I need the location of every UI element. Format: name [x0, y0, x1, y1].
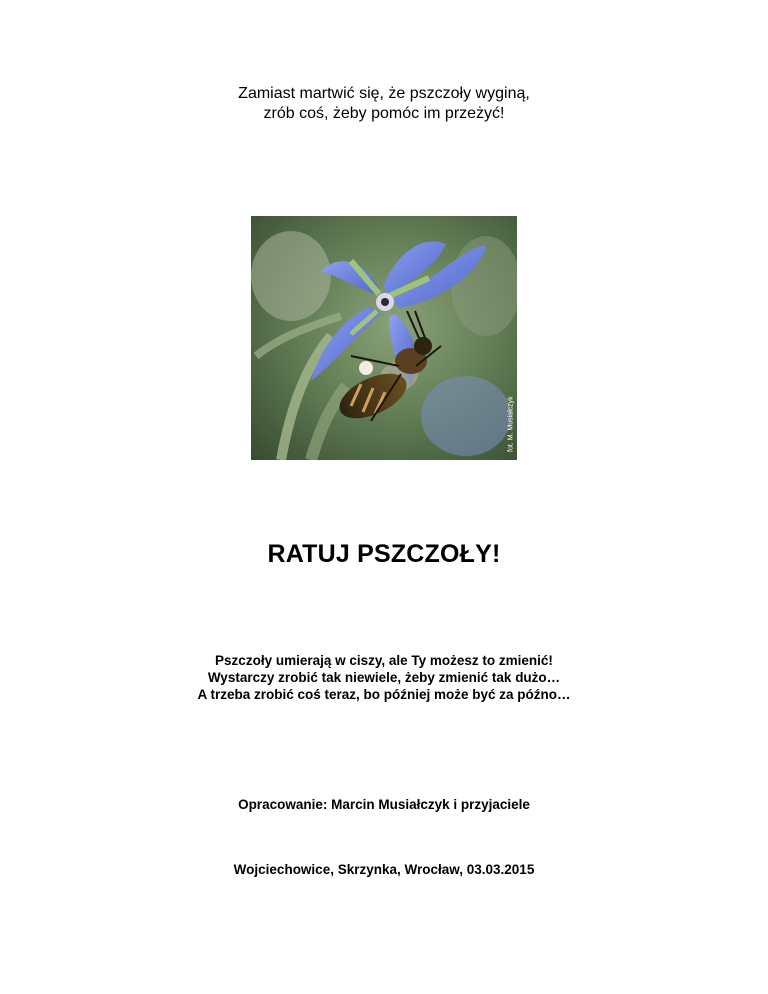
appeal-message — [0, 652, 768, 703]
author-credit: Opracowanie: Marcin Musiałczyk i przyjaciele — [238, 797, 530, 812]
bee-flower-illustration — [251, 216, 517, 460]
intro-line-2: zrób coś, żeby pomóc im przeżyć! — [263, 105, 505, 122]
intro-line-1: Zamiast martwić się, że pszczoły wyginą, — [238, 85, 530, 102]
photo-credit: fot. M. Musiałczyk — [508, 396, 515, 452]
intro-text — [0, 84, 768, 124]
message-line-2: Wystarczy zrobić tak niewiele, żeby zmienić tak dużo… — [207, 670, 561, 685]
bee-on-flower-photo — [251, 216, 517, 460]
page-title: RATUJ PSZCZOŁY! — [267, 540, 501, 568]
message-line-3: A trzeba zrobić coś teraz, bo później może być za późno… — [197, 687, 571, 702]
message-line-1: Pszczoły umierają w ciszy, ale Ty możesz to zmienić! — [215, 653, 553, 668]
place-and-date: Wojciechowice, Skrzynka, Wrocław, 03.03.2015 — [233, 862, 535, 877]
